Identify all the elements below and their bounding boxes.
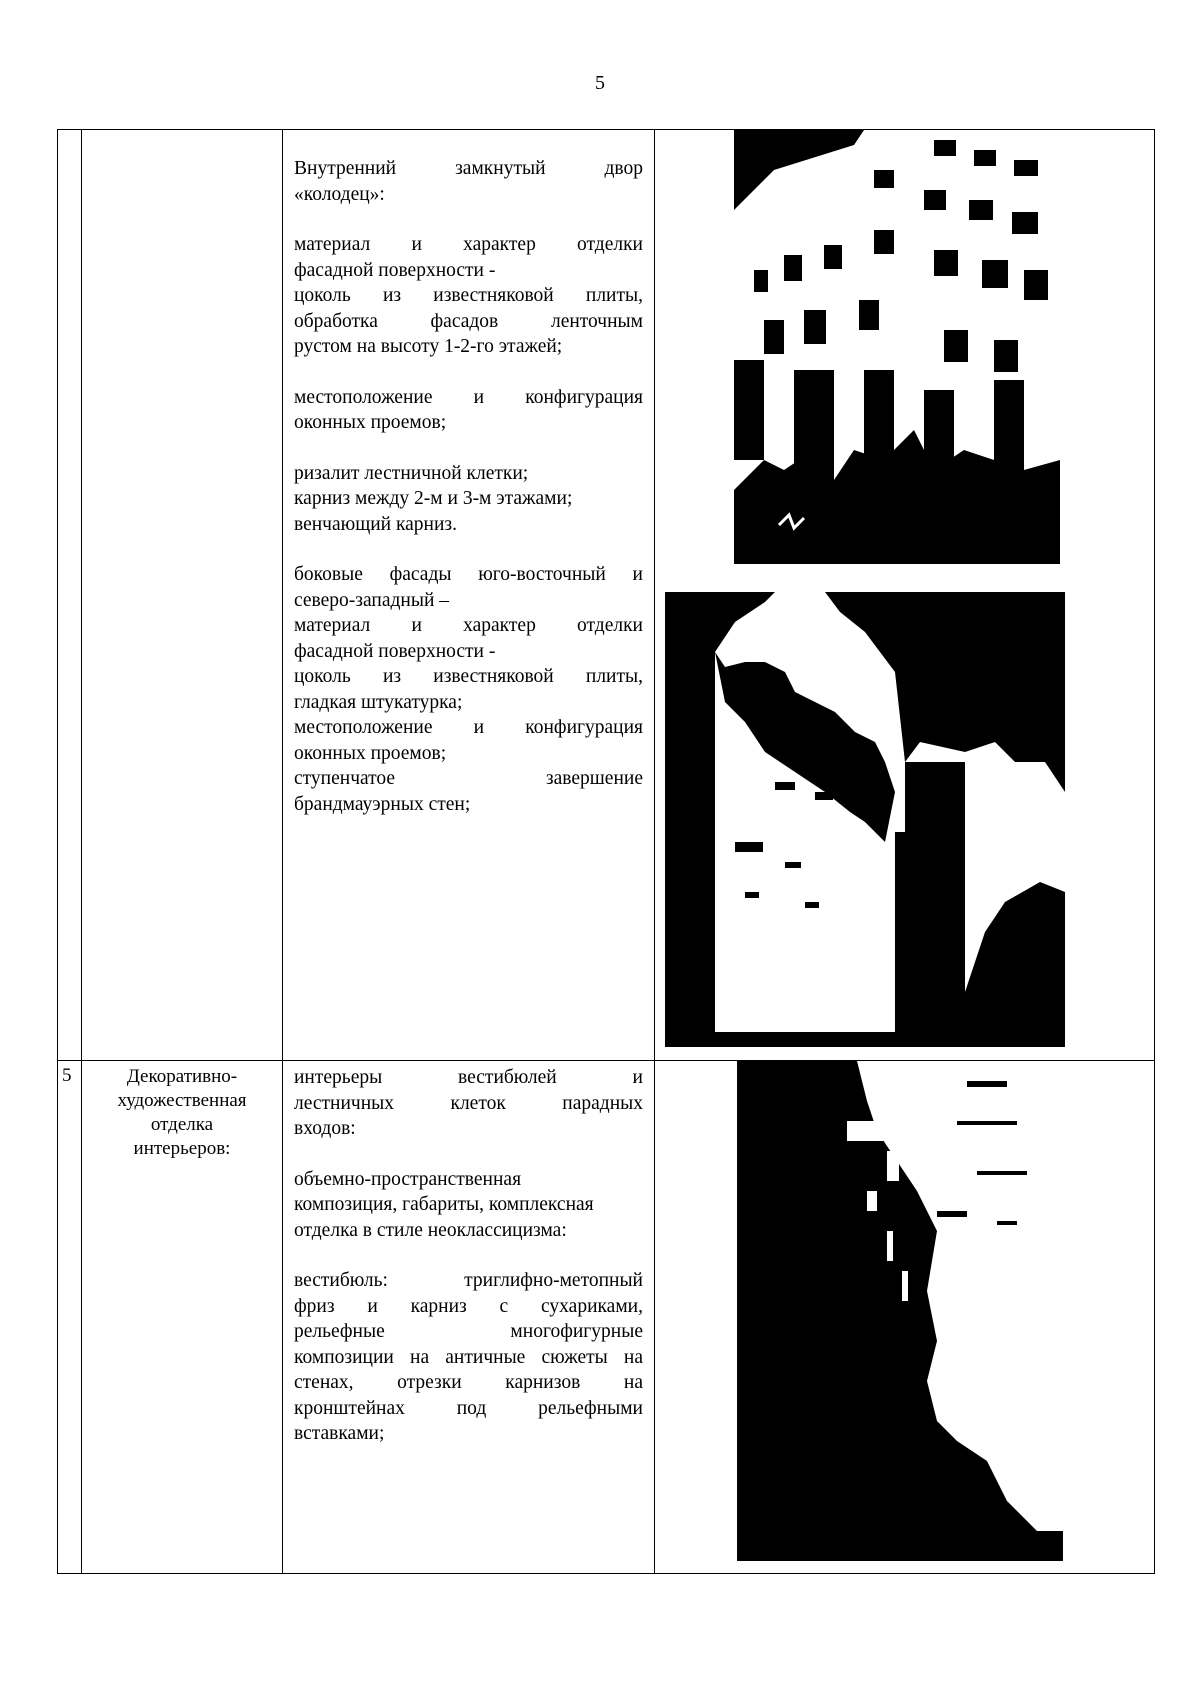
description-paragraph: интерьеры вестибюлей и лестничных клеток парадных входов:	[294, 1067, 643, 1139]
description-paragraph: объемно-пространственная композиция, габариты, комплексная отделка в стиле неоклассицизма:	[294, 1168, 594, 1241]
description-paragraph: ризалит лестничной клетки; карниз между 2-м и 3-м этажами; венчающий карниз.	[294, 462, 573, 535]
subject-name-line: интерьеров:	[133, 1138, 231, 1159]
subject-name-cell	[82, 1061, 283, 1574]
description-cell	[283, 1061, 655, 1574]
description-paragraph: Внутренний замкнутый двор «колодец»:	[294, 158, 643, 205]
row-number-cell: 5	[58, 1061, 82, 1574]
description-cell	[283, 130, 655, 1061]
photo-cell	[655, 130, 1155, 1061]
subject-name-line: отделка	[150, 1114, 214, 1135]
table-row	[58, 130, 1155, 1061]
vestibule-interior-photo	[737, 1061, 1063, 1561]
page-number: 5	[595, 72, 605, 94]
subject-name-line: Декоративно-	[126, 1066, 238, 1087]
photo-cell	[655, 1061, 1155, 1574]
subject-name-line: художественная	[117, 1090, 247, 1111]
row-number-cell	[58, 130, 82, 1061]
monument-subject-table	[57, 129, 1155, 1574]
description-paragraph: вестибюль: триглифно-метопный фриз и карниз с сухариками, рельефные многофигурные композиции на античные сюжеты на стенах, отрезки карнизов на кронштейнах под рельефными вставками;	[294, 1270, 643, 1444]
table-row	[58, 1061, 1155, 1574]
courtyard-facade-photo	[734, 130, 1060, 564]
subject-name-cell	[82, 130, 283, 1061]
description-paragraph: местоположение и конфигурация оконных проемов;	[294, 386, 643, 433]
description-paragraph: материал и характер отделки фасадной поверхности - цоколь из известняковой плиты, обработка фасадов ленточным рустом на высоту 1-2-го этажей;	[294, 234, 643, 357]
description-paragraph: боковые фасады юго-восточный и северо-западный – материал и характер отделки фасадной поверхности - цоколь из известняковой плиты, гладкая штукатурка; местоположение и конфигурация оконных проемов; ступенчатое завершение брандмауэрных стен;	[294, 564, 643, 815]
side-facade-photo	[665, 592, 1065, 1047]
